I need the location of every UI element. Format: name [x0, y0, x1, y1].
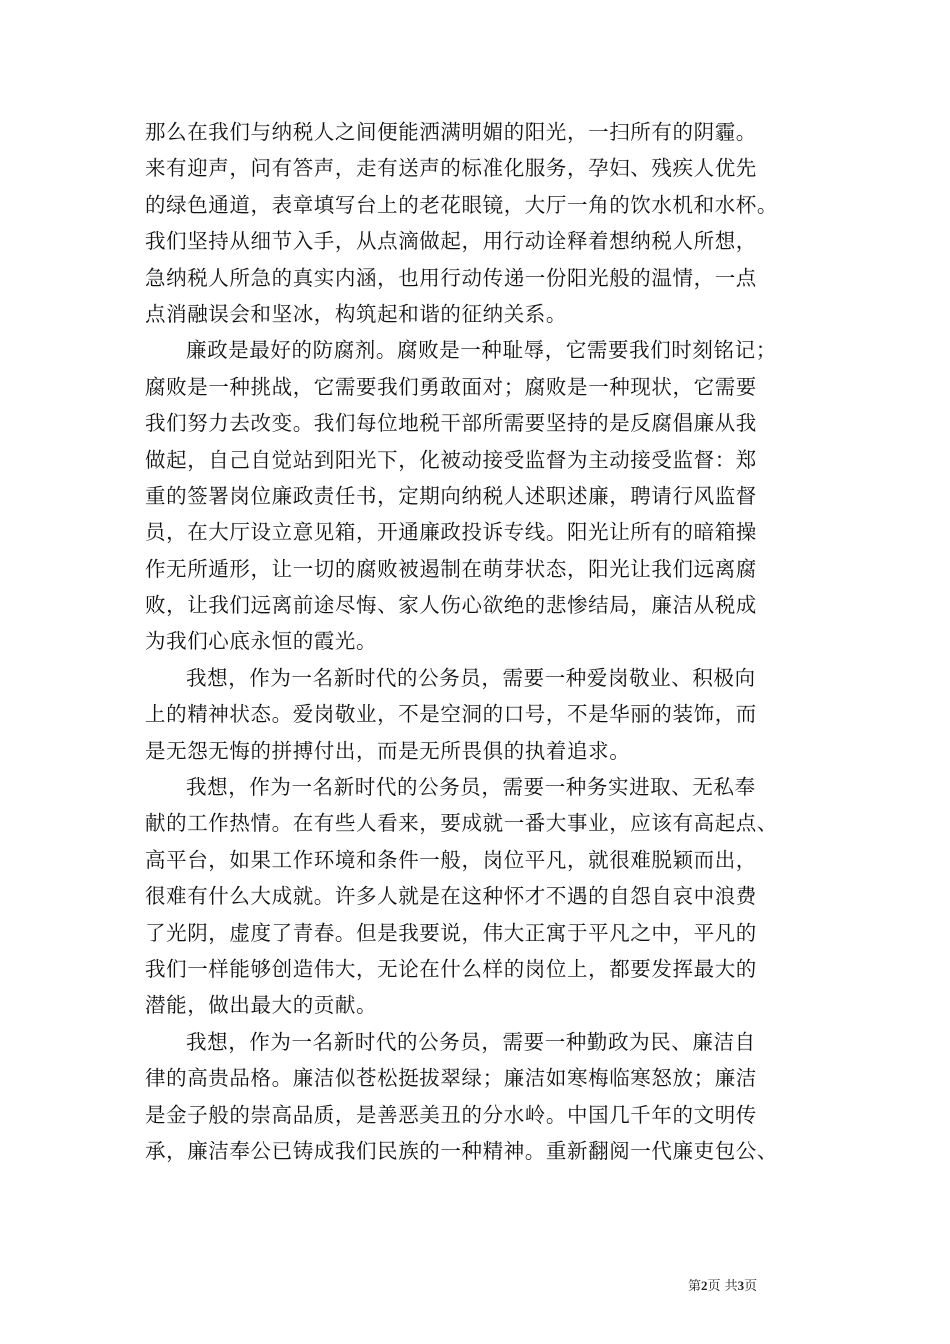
text-line: 做起，自己自觉站到阳光下，化被动接受监督为主动接受监督：郑 — [145, 447, 757, 472]
text-line: 急纳税人所急的真实内涵，也用行动传递一份阳光般的温情，一点 — [145, 265, 757, 290]
text-line: 是无怨无悔的拼搏付出，而是无所畏俱的执着追求。 — [145, 738, 631, 763]
text-line: 那么在我们与纳税人之间便能洒满明媚的阳光，一扫所有的阴霾。 — [145, 120, 757, 144]
footer-suffix: 页 — [744, 1279, 758, 1294]
text-line: 我们坚持从细节入手，从点滴做起，用行动诠释着想纳税人所想， — [145, 229, 757, 254]
text-line: 败，让我们远离前途尽悔、家人伤心欲绝的悲惨结局，廉洁从税成 — [145, 593, 757, 618]
page-footer — [688, 1275, 757, 1294]
text-line: 很难有什么大成就。许多人就是在这种怀才不遇的自怨自哀中浪费 — [145, 884, 757, 909]
text-line: 我想，作为一名新时代的公务员，需要一种勤政为民、廉洁自 — [186, 1029, 756, 1054]
text-line: 我想，作为一名新时代的公务员，需要一种务实进取、无私奉 — [186, 775, 756, 800]
text-line: 员，在大厅设立意见箱，开通廉政投诉专线。阳光让所有的暗箱操 — [145, 520, 757, 545]
text-line: 潜能，做出最大的贡献。 — [145, 993, 378, 1018]
text-line: 作无所遁形，让一切的腐败被遏制在萌芽状态，阳光让我们远离腐 — [145, 556, 757, 581]
footer-current-page: 2 — [701, 1278, 708, 1293]
text-line: 承，廉洁奉公已铸成我们民族的一种精神。重新翻阅一代廉吏包公、 — [145, 1138, 778, 1163]
text-line: 律的高贵品格。廉洁似苍松挺拔翠绿；廉洁如寒梅临寒怒放；廉洁 — [145, 1066, 757, 1091]
text-line: 重的签署岗位廉政责任书，定期向纳税人述职述廉，聘请行风监督 — [145, 483, 757, 508]
document-body — [145, 114, 815, 1169]
text-line: 我们一样能够创造伟大，无论在什么样的岗位上，都要发挥最大的 — [145, 956, 757, 981]
text-line: 我想，作为一名新时代的公务员，需要一种爱岗敬业、积极向 — [186, 665, 756, 690]
text-line: 来有迎声，问有答声，走有送声的标准化服务，孕妇、残疾人优先 — [145, 156, 757, 181]
text-line: 的绿色通道，表章填写台上的老花眼镜，大厅一角的饮水机和水杯。 — [145, 192, 778, 217]
text-line: 高平台，如果工作环境和条件一般，岗位平凡，就很难脱颖而出， — [145, 847, 757, 872]
text-line: 点消融误会和坚冰，构筑起和谐的征纳关系。 — [145, 301, 567, 326]
footer-total-pages: 3 — [737, 1278, 745, 1293]
text-line: 廉政是最好的防腐剂。腐败是一种耻辱，它需要我们时刻铭记； — [186, 338, 777, 363]
text-line: 为我们心底永恒的霞光。 — [145, 629, 378, 654]
footer-middle: 页 共 — [707, 1279, 738, 1294]
text-line: 腐败是一种挑战，它需要我们勇敢面对；腐败是一种现状，它需要 — [145, 374, 757, 399]
text-line: 是金子般的崇高品质，是善恶美丑的分水岭。中国几千年的文明传 — [145, 1102, 757, 1127]
text-line: 献的工作热情。在有些人看来，要成就一番大事业，应该有高起点、 — [145, 811, 778, 836]
text-line: 了光阴，虚度了青春。但是我要说，伟大正寓于平凡之中，平凡的 — [145, 920, 757, 945]
footer-prefix: 第 — [688, 1279, 702, 1294]
text-line: 我们努力去改变。我们每位地税干部所需要坚持的是反腐倡廉从我 — [145, 411, 757, 436]
text-line: 上的精神状态。爱岗敬业，不是空洞的口号，不是华丽的装饰，而 — [145, 702, 757, 727]
